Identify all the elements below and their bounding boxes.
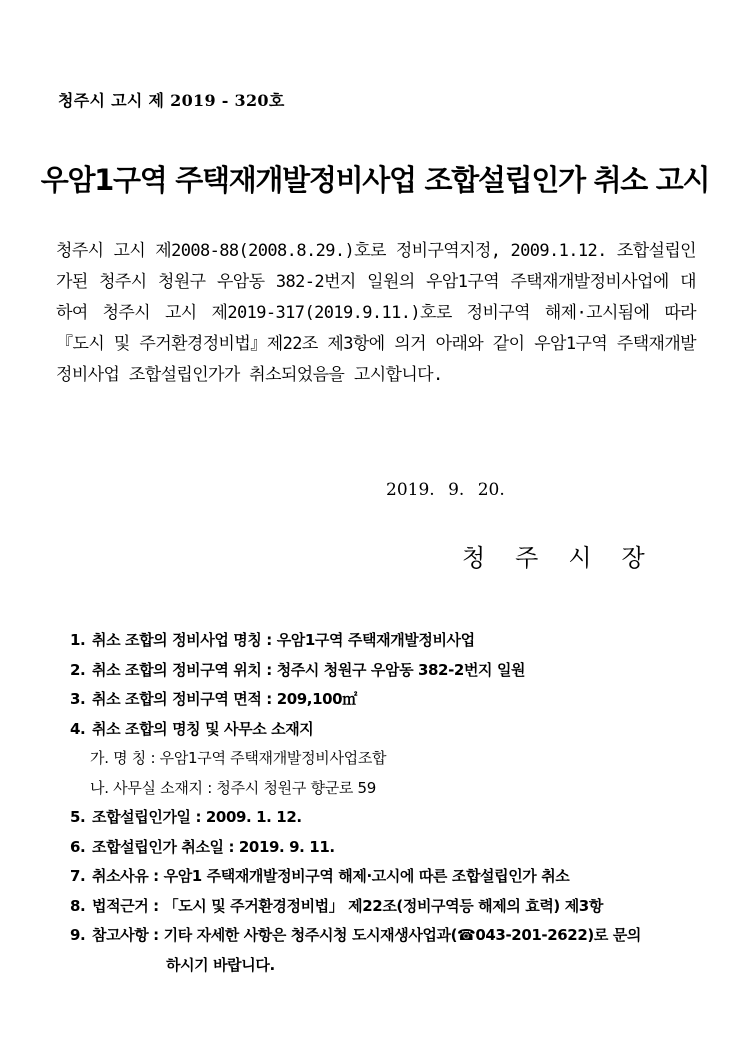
item-text: 조합설립인가 취소일 : 2019. 9. 11. [92,837,335,856]
item-text: 조합설립인가일 : 2009. 1. 12. [92,808,302,826]
item-text: 취소사유 : 우암1 주택재개발정비구역 해제·고시에 따른 조합설립인가 취소 [92,867,570,885]
item-text: 취소 조합의 정비사업 명칭 : 우암1구역 주택재개발정비사업 [92,631,475,649]
sub-item-office: 나. 사무실 소재지 : 청주시 청원구 향군로 59 [90,778,377,797]
list-item [70,685,710,715]
list-item [70,921,710,951]
list-item [70,803,710,833]
list-item [70,626,710,656]
item-text: 취소 조합의 명칭 및 사무소 소재지 [92,719,314,738]
list-item [70,715,710,745]
item-number: 2. [70,660,86,679]
notice-items-list [70,626,710,980]
item-number: 8. [70,896,86,915]
item-number: 1. [70,631,86,649]
item-text: 법적근거 : 「도시 및 주거환경정비법」 제22조(정비구역등 해제의 효력) 제3항 [92,896,603,915]
list-item [70,892,710,922]
item-number: 9. [70,926,86,944]
item-number: 5. [70,808,86,826]
document-title: 우암1구역 주택재개발정비사업 조합설립인가 취소 고시 [40,163,710,197]
notice-date: 2019. 9. 20. [386,480,505,500]
sub-item-name: 가. 명 칭 : 우암1구역 주택재개발정비사업조합 [90,749,387,767]
item-text: 취소 조합의 정비구역 위치 : 청주시 청원구 우암동 382-2번지 일원 [92,660,526,679]
item-number: 4. [70,719,86,738]
notice-body-paragraph: 청주시 고시 제2008-88(2008.8.29.)호로 정비구역지정, 2009.1.12. 조합설립인가된 청주시 청원구 우암동 382-2번지 일원의 우암1구역 주택재개발정비사업에 대하여 청주시 고시 제2019-317(2019.9.11.)호로 정비구역 해제·고시됨에 따라『도시 및 주거환경정비법』제22조 제3항에 의거 아래와 같이 우암1구역 주택재개발정비사업 조합설립인가가 취소되었음을 고시합니다. [56,241,696,385]
item-number: 7. [70,867,86,885]
item-text: 취소 조합의 정비구역 면적 : 209,100㎡ [92,690,357,708]
issuer-name: 청주시장 [462,544,675,572]
list-item [70,862,710,892]
notice-number: 청주시 고시 제 2019 - 320호 [58,91,285,110]
item-text: 참고사항 : 기타 자세한 사항은 청주시청 도시재생사업과(☎043-201-2622)로 문의 [92,926,641,944]
item-number: 6. [70,837,86,856]
item-number: 3. [70,690,86,708]
list-item [70,656,710,686]
list-item-continuation: 하시기 바랍니다. [166,955,275,974]
list-item [70,833,710,863]
